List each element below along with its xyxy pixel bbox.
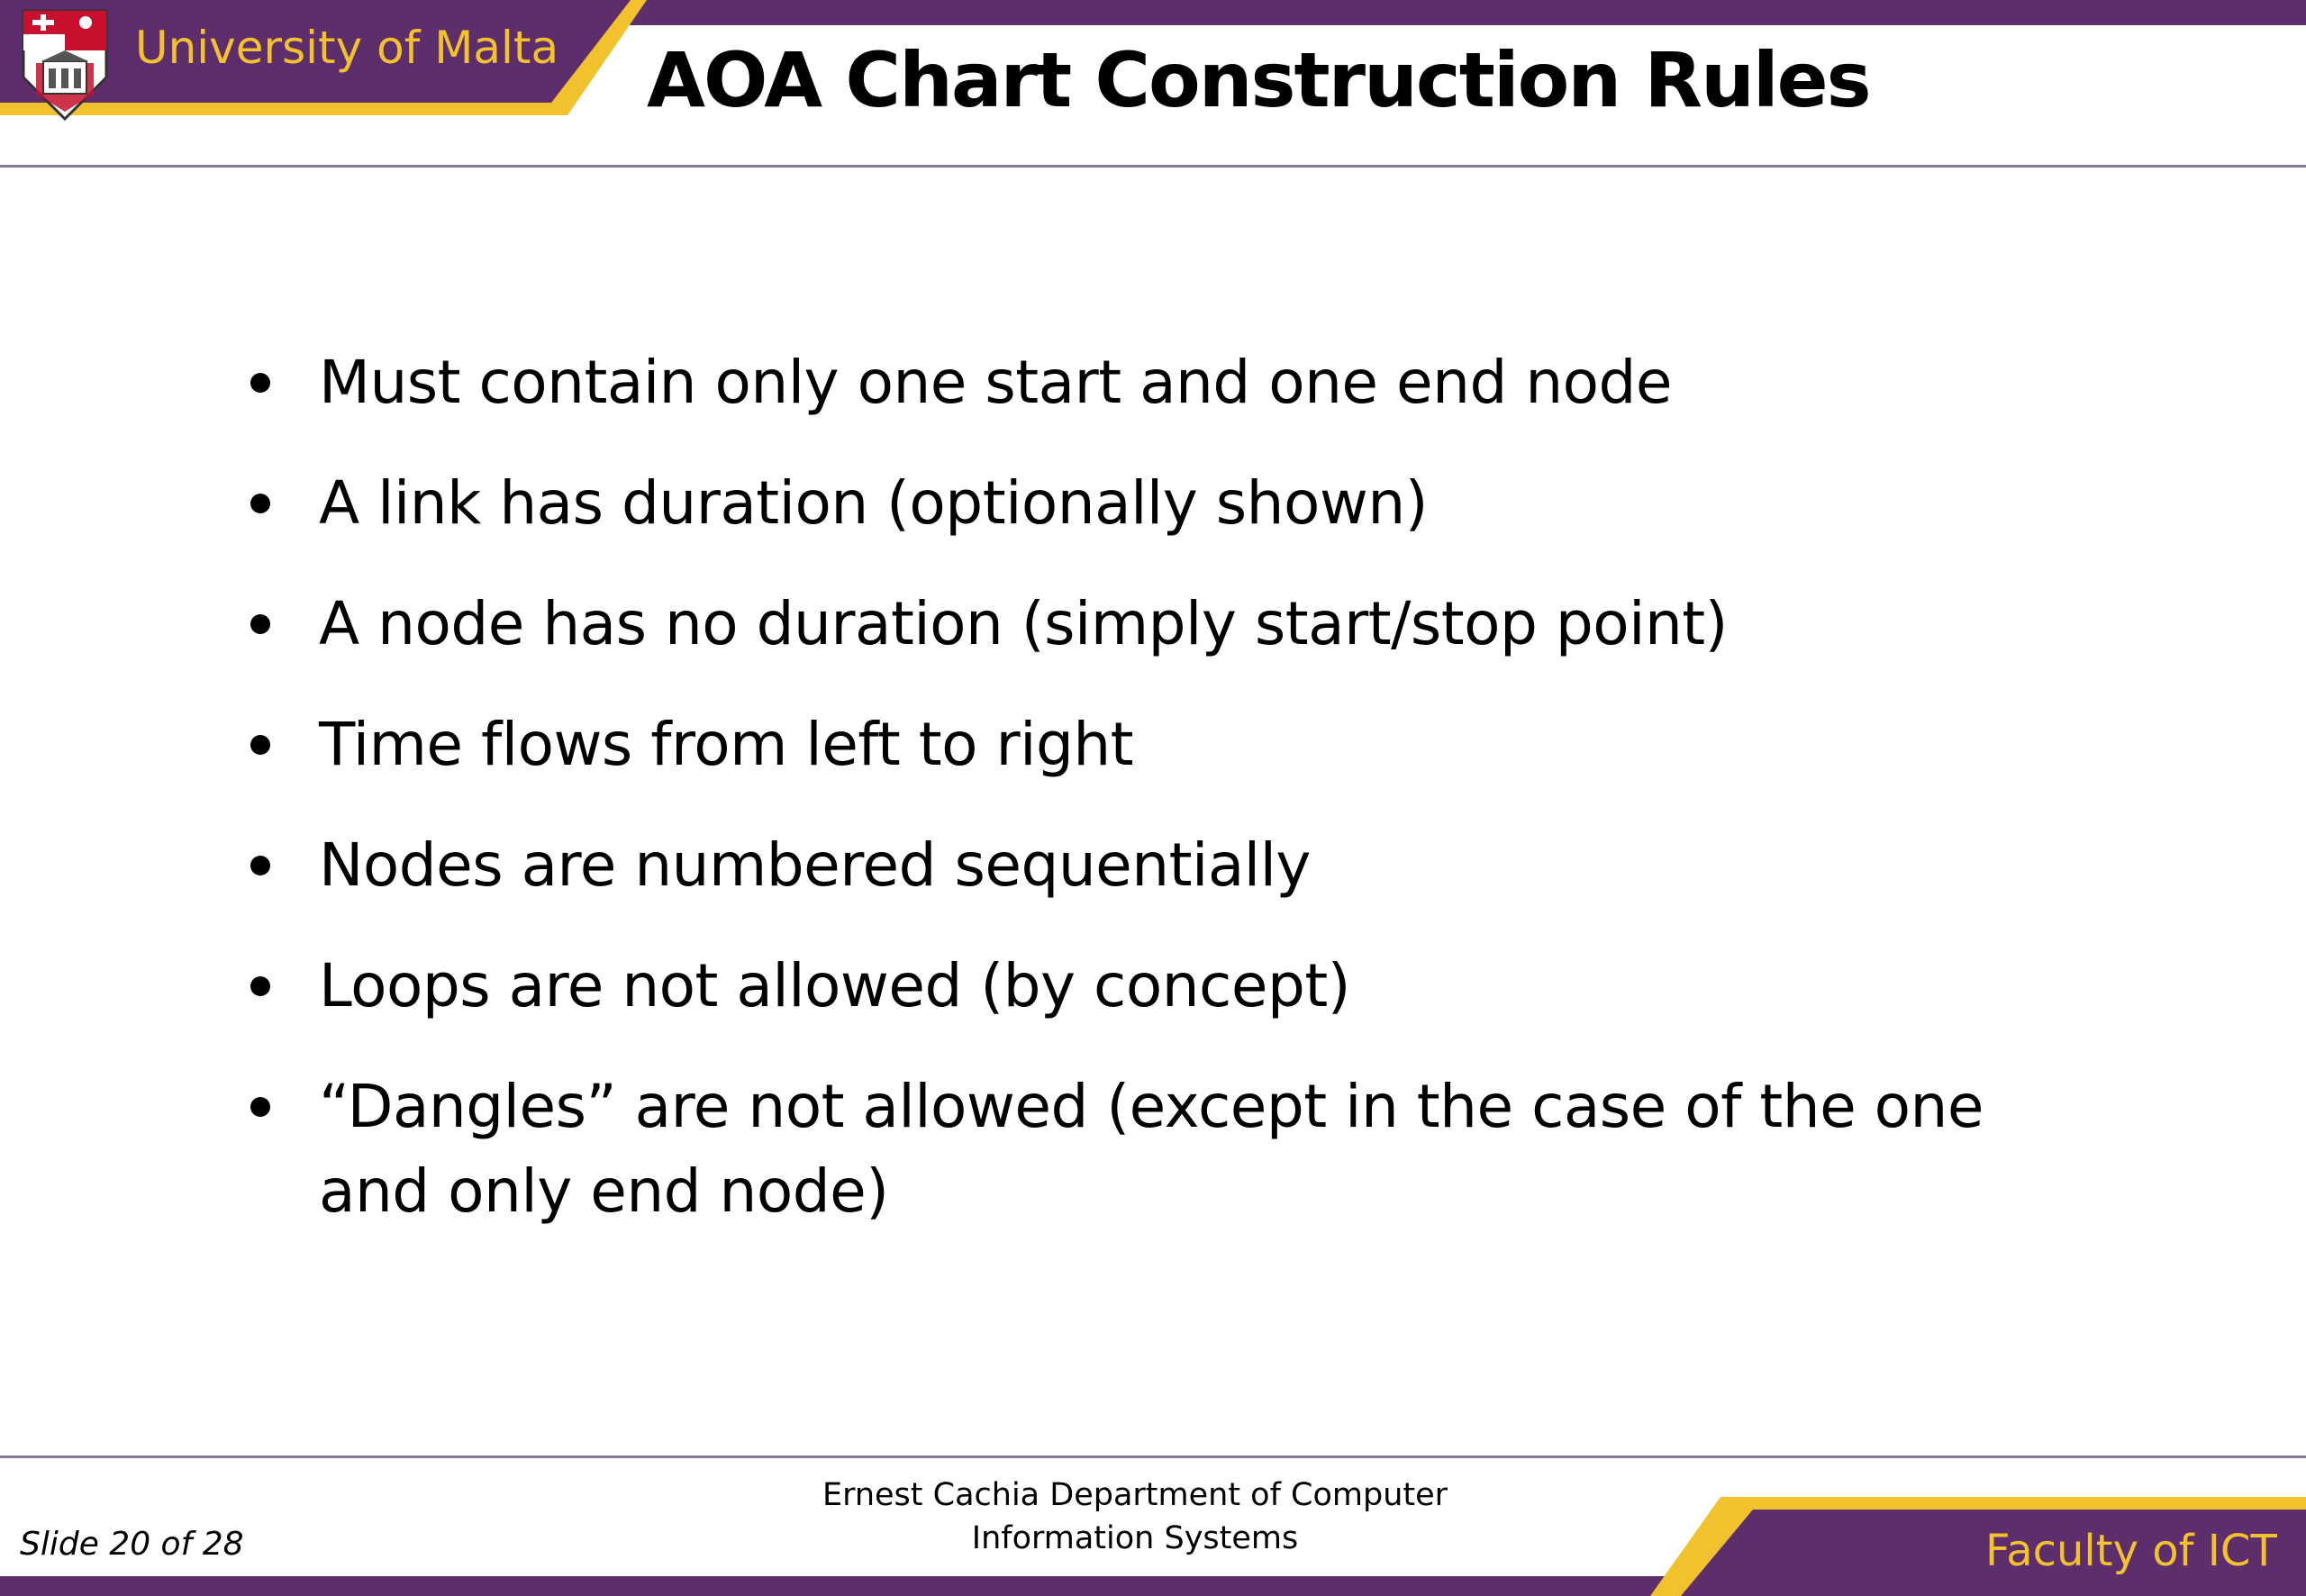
- bullet-item: [245, 340, 2047, 425]
- bullet-item: [245, 703, 2047, 787]
- university-crest-icon: [20, 7, 110, 122]
- bullet-dot-icon: [250, 1097, 270, 1117]
- department-line: Ernest Cachia Department of Computer: [822, 1477, 1448, 1513]
- bullet-text-continued: and only end node): [319, 1156, 889, 1226]
- bullet-item: [245, 582, 2047, 667]
- bullet-dot-icon: [250, 614, 270, 634]
- faculty-name: Faculty of ICT: [1985, 1526, 2277, 1576]
- bullet-dot-icon: [250, 976, 270, 996]
- bullet-text: Loops are not allowed (by concept): [319, 951, 1350, 1020]
- bullet-item: [245, 944, 2047, 1029]
- bullet-text: Nodes are numbered sequentially: [319, 830, 1311, 900]
- bullet-item: [245, 461, 2047, 546]
- bullet-list: [245, 340, 2047, 1270]
- university-name: University of Malta: [135, 22, 559, 74]
- bullet-text: Time flows from left to right: [319, 710, 1134, 779]
- department-line: Information Systems: [971, 1520, 1299, 1556]
- bullet-dot-icon: [250, 735, 270, 755]
- slide-title: AOA Chart Construction Rules: [647, 36, 1870, 124]
- bullet-dot-icon: [250, 856, 270, 875]
- bullet-text: A node has no duration (simply start/stop point): [319, 589, 1728, 658]
- header-divider: [0, 165, 2306, 168]
- bullet-dot-icon: [250, 494, 270, 513]
- department-name: [811, 1474, 1459, 1560]
- bullet-text: “Dangles” are not allowed (except in the case of the one: [319, 1072, 1984, 1141]
- bullet-item: [245, 823, 2047, 908]
- bullet-dot-icon: [250, 373, 270, 393]
- bullet-text: Must contain only one start and one end node: [319, 348, 1673, 417]
- bullet-text: A link has duration (optionally shown): [319, 468, 1428, 538]
- footer-divider: [0, 1455, 2306, 1458]
- bullet-item: [245, 1065, 2047, 1234]
- slide-number: Slide 20 of 28: [20, 1526, 244, 1563]
